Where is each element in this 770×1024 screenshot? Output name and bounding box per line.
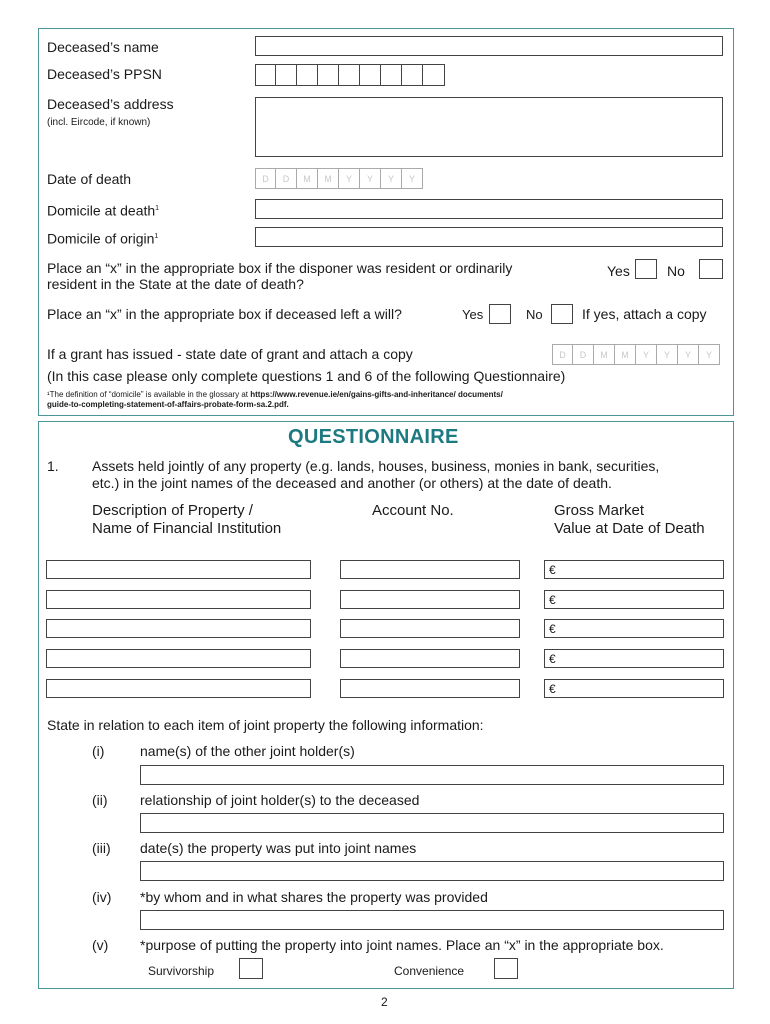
joint-property-instruction: State in relation to each item of joint property the following information: (47, 717, 484, 733)
date-of-death-label: Date of death (47, 171, 132, 187)
asset-row-1-description[interactable] (46, 560, 311, 579)
survivorship-checkbox[interactable] (239, 958, 263, 979)
resident-question-line1: Place an “x” in the appropriate box if the disponer was resident or ordinarily (47, 260, 513, 276)
grant-date-label: If a grant has issued - state date of grant and attach a copy (47, 346, 413, 362)
convenience-label: Convenience (394, 964, 465, 978)
deceased-name-label: Deceased’s name (47, 39, 159, 55)
col-account-header: Account No. (372, 502, 454, 519)
col-value-header-1: Gross Market (554, 502, 645, 519)
deceased-address-label: Deceased’s address (47, 96, 174, 112)
deceased-address-sublabel: (incl. Eircode, if known) (47, 117, 151, 128)
item-iii-field[interactable] (140, 861, 724, 881)
resident-yes-label: Yes (607, 263, 630, 279)
question-1-text-line1: Assets held jointly of any property (e.g. lands, houses, business, monies in bank, securities, (92, 458, 660, 474)
asset-row-3-value[interactable]: € (544, 619, 724, 638)
date-of-death-field[interactable]: D D M M Y Y Y Y (255, 168, 423, 189)
deceased-name-field[interactable] (255, 36, 723, 56)
item-i-number: (i) (92, 743, 105, 759)
asset-row-1-account[interactable] (340, 560, 520, 579)
item-iii-text: date(s) the property was put into joint names (140, 840, 417, 856)
asset-row-1-value[interactable]: € (544, 560, 724, 579)
item-v-text: *purpose of putting the property into joint names. Place an “x” in the appropriate box. (140, 937, 664, 953)
convenience-checkbox[interactable] (494, 958, 518, 979)
domicile-at-death-field[interactable] (255, 199, 723, 219)
item-ii-text: relationship of joint holder(s) to the deceased (140, 792, 420, 808)
attach-copy-note: If yes, attach a copy (582, 306, 707, 322)
domicile-at-death-label: Domicile at death$^1$ (47, 202, 160, 219)
resident-no-label: No (667, 263, 685, 279)
domicile-of-origin-label: Domicile of origin$^1$ (47, 230, 159, 247)
asset-row-4-description[interactable] (46, 649, 311, 668)
questionnaire-title: QUESTIONNAIRE (288, 426, 459, 448)
domicile-footnote: ¹The definition of “domicile” is available in the glossary at https://www.revenue.ie/en/gains-gifts-and-inheritance/ documents/ guide-to-completing-statement-of-affairs-probate-form-sa.2.pdf. (47, 390, 503, 409)
asset-row-4-account[interactable] (340, 649, 520, 668)
ppsn-field[interactable] (255, 64, 445, 86)
resident-question-line2: resident in the State at the date of death? (47, 276, 304, 292)
asset-row-5-account[interactable] (340, 679, 520, 698)
domicile-of-origin-field[interactable] (255, 227, 723, 247)
item-i-text: name(s) of the other joint holder(s) (140, 743, 355, 759)
item-v-number: (v) (92, 937, 109, 953)
page-number: 2 (381, 995, 388, 1009)
asset-row-4-value[interactable]: € (544, 649, 724, 668)
asset-row-3-account[interactable] (340, 619, 520, 638)
asset-row-3-description[interactable] (46, 619, 311, 638)
question-1-number: 1. (47, 458, 59, 474)
grant-date-field[interactable]: D D M M Y Y Y Y (552, 344, 720, 365)
item-iv-number: (iv) (92, 889, 112, 905)
will-yes-checkbox[interactable] (489, 304, 511, 324)
item-iii-number: (iii) (92, 840, 111, 856)
col-description-header-2: Name of Financial Institution (92, 520, 282, 537)
grant-note: (In this case please only complete questions 1 and 6 of the following Questionnaire) (47, 368, 566, 384)
item-i-field[interactable] (140, 765, 724, 785)
asset-row-2-description[interactable] (46, 590, 311, 609)
will-yes-label: Yes (462, 307, 484, 322)
asset-row-2-value[interactable]: € (544, 590, 724, 609)
will-no-label: No (526, 307, 543, 322)
survivorship-label: Survivorship (148, 964, 215, 978)
item-ii-number: (ii) (92, 792, 108, 808)
question-1-text-line2: etc.) in the joint names of the deceased and another (or others) at the date of death. (92, 475, 612, 491)
asset-row-5-description[interactable] (46, 679, 311, 698)
item-ii-field[interactable] (140, 813, 724, 833)
will-no-checkbox[interactable] (551, 304, 573, 324)
deceased-ppsn-label: Deceased’s PPSN (47, 66, 162, 82)
item-iv-field[interactable] (140, 910, 724, 930)
col-description-header-1: Description of Property / (92, 502, 253, 519)
resident-yes-checkbox[interactable] (635, 259, 657, 279)
resident-no-checkbox[interactable] (699, 259, 723, 279)
deceased-address-field[interactable] (255, 97, 723, 157)
col-value-header-2: Value at Date of Death (554, 520, 705, 537)
asset-row-2-account[interactable] (340, 590, 520, 609)
item-iv-text: *by whom and in what shares the property was provided (140, 889, 488, 905)
will-question: Place an “x” in the appropriate box if deceased left a will? (47, 306, 402, 322)
asset-row-5-value[interactable]: € (544, 679, 724, 698)
